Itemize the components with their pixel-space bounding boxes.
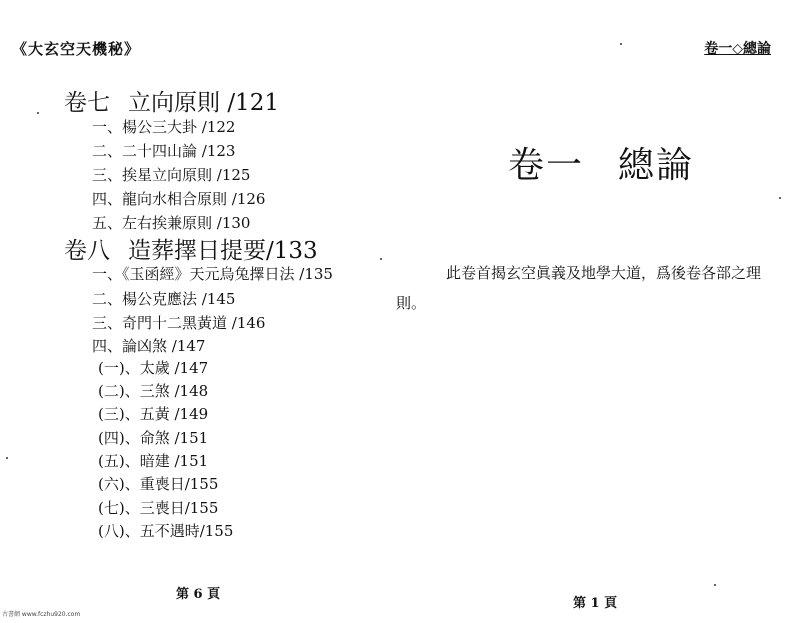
chapter-7-name: 立向原則 — [128, 90, 220, 116]
chapter-title-part-1: 卷一 — [508, 145, 585, 186]
toc-subitem: (六)、重喪日/155 — [98, 475, 219, 493]
right-page-number: 第 1 頁 — [573, 596, 618, 611]
chapter-title-part-2: 總論 — [618, 145, 695, 186]
chapter-intro-text: 此卷首揭玄空眞義及地學大道，爲後卷各部之理則。 — [396, 264, 762, 312]
chapter-7-page: /121 — [227, 90, 279, 116]
toc-item: 三、奇門十二黑黃道 /146 — [92, 314, 266, 332]
toc-item: 三、挨星立向原則 /125 — [92, 166, 251, 184]
scan-speck — [6, 457, 8, 459]
chapter-7-heading — [64, 84, 279, 117]
scan-speck — [714, 584, 716, 586]
scan-speck — [779, 197, 781, 199]
site-watermark: 古書網 www.fczhu920.com — [2, 611, 81, 618]
chapter-header: 卷一◇總論 — [704, 41, 771, 57]
book-title-header: 《大玄空天機秘》 — [12, 40, 141, 58]
scan-speck — [380, 258, 382, 260]
scan-speck — [37, 112, 39, 114]
toc-subitem: (四)、命煞 /151 — [98, 429, 209, 447]
right-page — [396, 0, 793, 623]
chapter-7-title: 卷七 — [64, 90, 110, 116]
toc-subitem: (八)、五不遇時/155 — [98, 522, 234, 540]
toc-item: 五、左右挨兼原則 /130 — [92, 214, 251, 232]
toc-subitem: (一)、太歲 /147 — [98, 359, 209, 377]
toc-item: 四、龍向水相合原則 /126 — [92, 190, 266, 208]
toc-item: 一、《玉函經》天元烏兔擇日法 /135 — [92, 265, 333, 283]
toc-subitem: (三)、五黃 /149 — [98, 405, 209, 423]
toc-subitem: (五)、暗建 /151 — [98, 452, 209, 470]
toc-subitem: (二)、三煞 /148 — [98, 382, 209, 400]
scan-speck — [620, 43, 622, 45]
toc-item: 二、楊公克應法 /145 — [92, 290, 236, 308]
toc-item: 一、楊公三大卦 /122 — [92, 118, 236, 136]
chapter-8-page: /133 — [266, 238, 318, 264]
chapter-8-title: 卷八 — [64, 238, 110, 264]
toc-item: 二、二十四山論 /123 — [92, 142, 236, 160]
left-page — [0, 0, 396, 623]
toc-item: 四、論凶煞 /147 — [92, 337, 206, 355]
chapter-8-name: 造葬擇日提要 — [128, 238, 266, 264]
chapter-title — [508, 137, 694, 188]
chapter-8-heading — [64, 232, 318, 265]
left-page-number: 第 6 頁 — [176, 587, 221, 602]
toc-subitem: (七)、三喪日/155 — [98, 499, 219, 517]
